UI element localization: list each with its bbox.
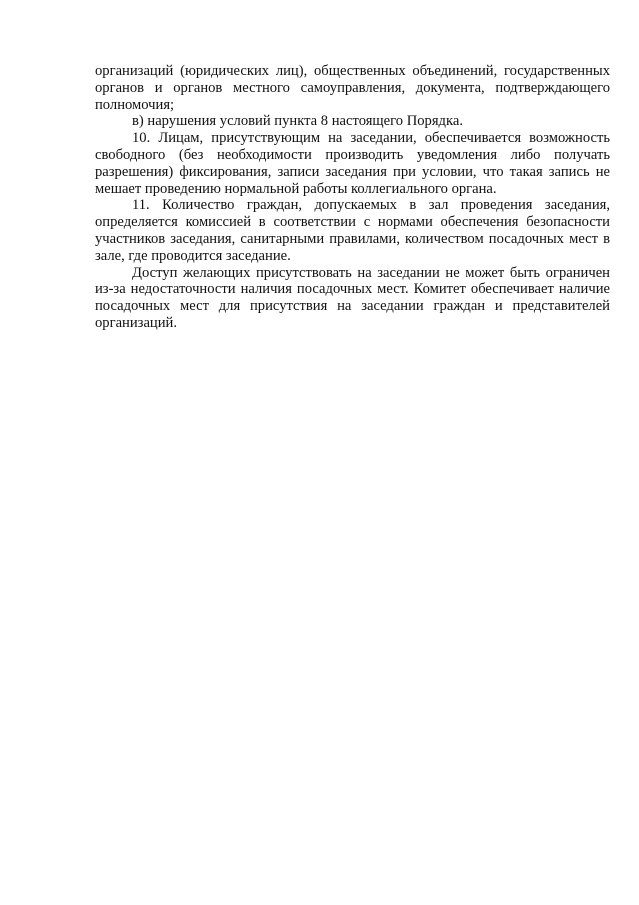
paragraph-item-v: в) нарушения условий пункта 8 настоящего Порядка. [132, 113, 463, 130]
paragraph-11: 11. Количество граждан, допускаемых в зал проведения заседания, определяется комиссией в соответствии с нормами обеспечения безопасности участников заседания, санитарными правилами, количеством посадочных мест в зале, где проводится заседание. [95, 197, 610, 264]
paragraph-continuation: организаций (юридических лиц), общественных объединений, государственных органов и органов местного самоуправления, документа, подтверждающего полномочия; [95, 63, 610, 113]
document-body [95, 63, 610, 332]
paragraph-access: Доступ желающих присутствовать на заседании не может быть ограничен из-за недостаточности наличия посадочных мест. Комитет обеспечивает наличие посадочных мест для присутствия на заседании граждан и представителей организаций. [95, 264, 610, 331]
paragraph-10: 10. Лицам, присутствующим на заседании, обеспечивается возможность свободного (без необходимости производить уведомления либо получать разрешения) фиксирования, записи заседания при условии, что такая запись не мешает проведению нормальной работы коллегиального органа. [95, 130, 610, 197]
